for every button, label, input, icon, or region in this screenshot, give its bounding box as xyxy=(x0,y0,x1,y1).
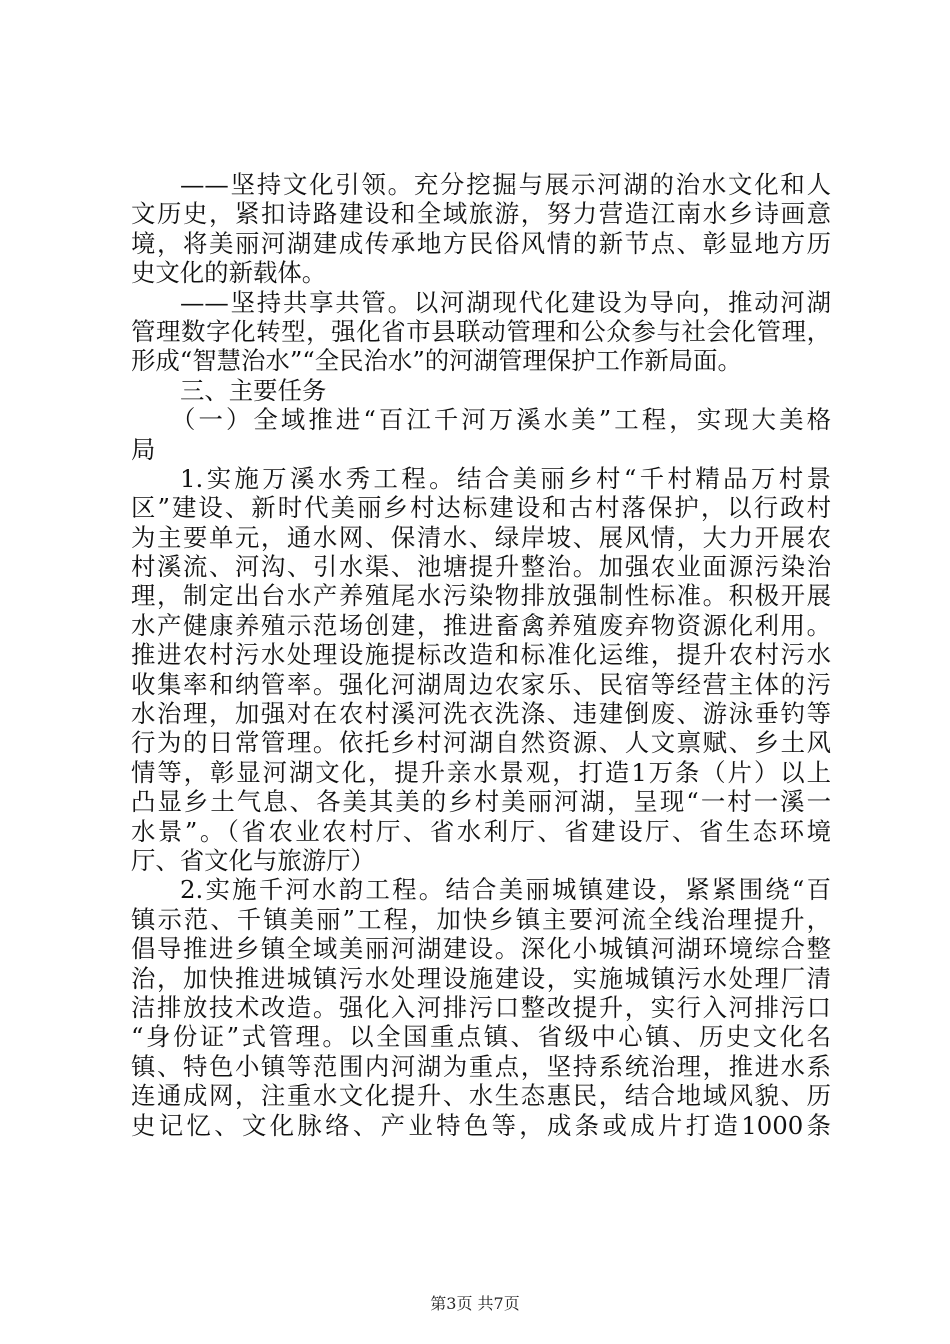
text-line: 水景”。（省农业农村厅、省水利厅、省建设厅、省生态环境 xyxy=(131,816,831,846)
text-line: 行为的日常管理。依托乡村河湖自然资源、人文禀赋、乡土风 xyxy=(131,728,831,758)
text-line: 收集率和纳管率。强化河湖周边农家乐、民宿等经营主体的污 xyxy=(131,669,831,699)
text-line: 史文化的新载体。 xyxy=(131,258,327,288)
text-line: 水产健康养殖示范场创建，推进畜禽养殖废弃物资源化利用。 xyxy=(131,610,831,640)
text-line: 理，制定出台水产养殖尾水污染物排放强制性标准。积极开展 xyxy=(131,581,831,611)
text-line: “身份证”式管理。以全国重点镇、省级中心镇、历史文化名 xyxy=(131,1022,831,1052)
text-line: 倡导推进乡镇全域美丽河湖建设。深化小城镇河湖环境综合整 xyxy=(131,934,831,964)
text-line: 区”建设、新时代美丽乡村达标建设和古村落保护，以行政村 xyxy=(131,493,831,523)
text-line: 管理数字化转型，强化省市县联动管理和公众参与社会化管理， xyxy=(131,316,831,346)
page-number-footer: 第3页 共7页 xyxy=(430,1294,520,1313)
text-line: 1.实施万溪水秀工程。结合美丽乡村“千村精品万村景 xyxy=(180,463,831,493)
section-heading: 三、主要任务 xyxy=(180,375,327,405)
text-line: 史记忆、文化脉络、产业特色等，成条或成片打造1000条 xyxy=(131,1110,831,1140)
text-line: 镇、特色小镇等范围内河湖为重点，坚持系统治理，推进水系 xyxy=(131,1051,831,1081)
text-line: ——坚持共享共管。以河湖现代化建设为导向，推动河湖 xyxy=(180,287,831,317)
text-line: 镇示范、千镇美丽”工程，加快乡镇主要河流全线治理提升， xyxy=(131,904,831,934)
text-line: 村溪流、河沟、引水渠、池塘提升整治。加强农业面源污染治 xyxy=(131,552,831,582)
text-line: 为主要单元，通水网、保清水、绿岸坡、展风情，大力开展农 xyxy=(131,522,831,552)
text-line: 厅、省文化与旅游厅） xyxy=(131,845,375,875)
subsection-heading: （一）全域推进“百江千河万溪水美”工程，实现大美格 xyxy=(171,405,831,435)
text-line: 洁排放技术改造。强化入河排污口整改提升，实行入河排污口 xyxy=(131,992,831,1022)
text-line: 境，将美丽河湖建成传承地方民俗风情的新节点、彰显地方历 xyxy=(131,228,831,258)
text-line: 连通成网，注重水文化提升、水生态惠民，结合地域风貌、历 xyxy=(131,1081,831,1111)
text-line: 文历史，紧扣诗路建设和全域旅游，努力营造江南水乡诗画意 xyxy=(131,199,831,229)
text-line: 水治理，加强对在农村溪河洗衣洗涤、违建倒废、游泳垂钓等 xyxy=(131,699,831,729)
body-text xyxy=(131,170,831,1140)
text-line: 推进农村污水处理设施提标改造和标准化运维，提升农村污水 xyxy=(131,640,831,670)
text-line: ——坚持文化引领。充分挖掘与展示河湖的治水文化和人 xyxy=(180,170,831,199)
text-line: 凸显乡土气息、各美其美的乡村美丽河湖，呈现“一村一溪一 xyxy=(131,787,831,817)
text-line: 形成“智慧治水”“全民治水”的河湖管理保护工作新局面。 xyxy=(131,346,742,376)
text-line: 治，加快推进城镇污水处理设施建设，实施城镇污水处理厂清 xyxy=(131,963,831,993)
text-line: 情等，彰显河湖文化，提升亲水景观，打造1万条（片）以上 xyxy=(131,757,831,787)
text-line: 局 xyxy=(131,434,156,464)
text-line: 2.实施千河水韵工程。结合美丽城镇建设，紧紧围绕“百 xyxy=(180,875,831,905)
